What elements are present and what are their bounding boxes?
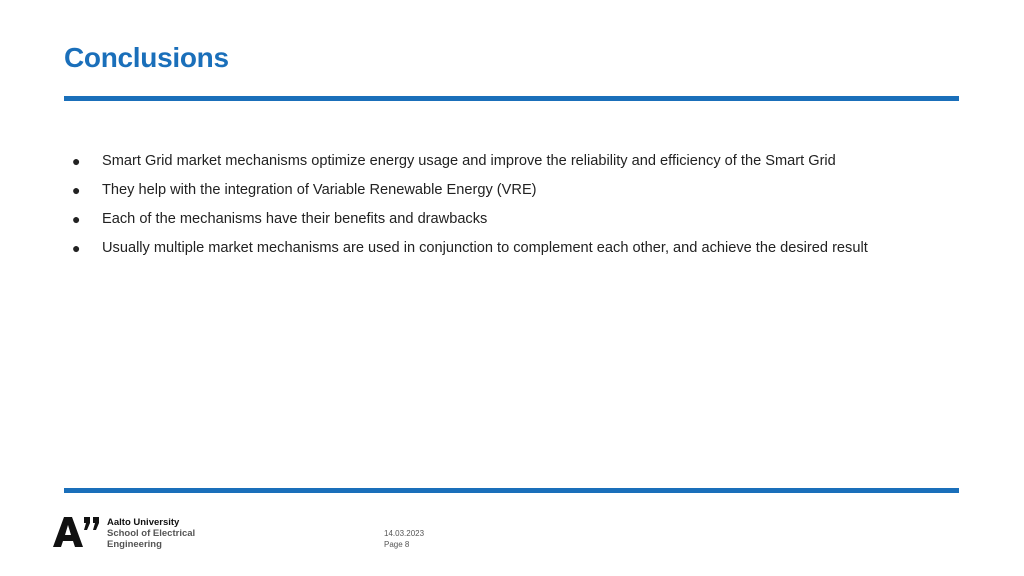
footer-page-number: Page 8 (384, 540, 410, 549)
bullet-dot-icon: ● (72, 181, 81, 198)
aalto-logo (53, 514, 195, 550)
footer-meta (384, 528, 424, 550)
bullet-dot-icon: ● (72, 239, 81, 256)
bullet-text: Smart Grid market mechanisms optimize energy usage and improve the reliability and efficiency of the Smart Grid (102, 152, 836, 169)
org-name (107, 517, 195, 550)
footer-divider (64, 488, 959, 493)
slide-title: Conclusions (64, 42, 229, 73)
bullet-text: Usually multiple market mechanisms are used in conjunction to complement each other, and achieve the desired result (102, 239, 868, 256)
bullet-dot-icon: ● (72, 210, 81, 227)
title-divider (64, 96, 959, 101)
org-line-school: School of Electrical (107, 528, 196, 539)
aalto-a-logo-icon (53, 514, 103, 550)
list-item (72, 175, 868, 204)
org-line-university: Aalto University (107, 517, 180, 528)
footer-date: 14.03.2023 (384, 529, 425, 538)
list-item (72, 204, 868, 233)
bullet-list (72, 146, 868, 262)
bullet-text: They help with the integration of Variable Renewable Energy (VRE) (102, 181, 537, 198)
list-item (72, 146, 868, 175)
bullet-dot-icon: ● (72, 152, 81, 169)
list-item (72, 233, 868, 262)
org-line-department: Engineering (107, 539, 162, 550)
bullet-text: Each of the mechanisms have their benefits and drawbacks (102, 210, 488, 227)
